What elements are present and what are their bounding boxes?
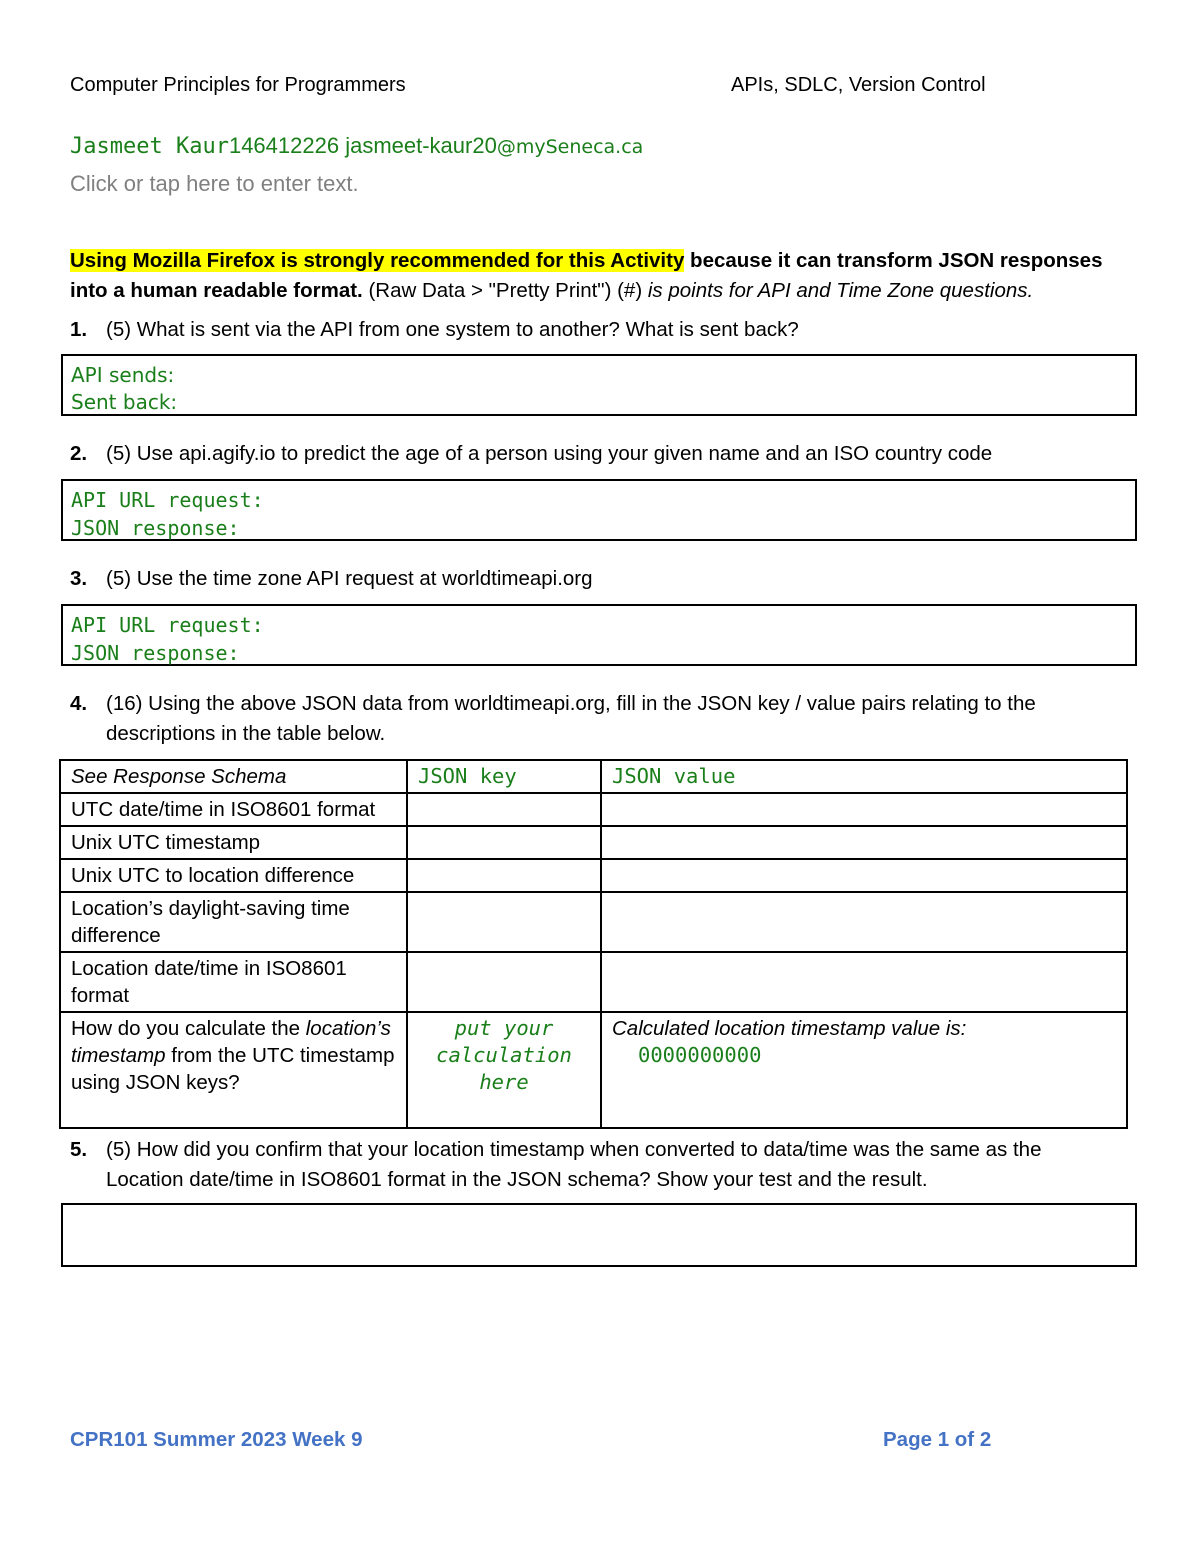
- calc-value-label: Calculated location timestamp value is:: [612, 1017, 967, 1040]
- answer-3-box[interactable]: [61, 604, 1137, 666]
- table-key-cell[interactable]: [407, 793, 601, 826]
- calc-value-cell[interactable]: [601, 1012, 1127, 1128]
- calc-value: 0000000000: [638, 1043, 762, 1067]
- question-2-text: (5) Use api.agify.io to predict the age of a person using your given name and an ISO country code: [106, 442, 993, 465]
- table-value-cell[interactable]: [601, 826, 1127, 859]
- question-5-number: 5.: [70, 1138, 88, 1161]
- table-header-value: JSON value: [601, 760, 1127, 793]
- table-value-cell[interactable]: [601, 793, 1127, 826]
- table-value-cell[interactable]: [601, 952, 1127, 1012]
- student-id: 146412226: [228, 133, 340, 158]
- question-2-number: 2.: [70, 442, 88, 465]
- table-header-key: JSON key: [407, 760, 601, 793]
- question-4-text: (16) Using the above JSON data from worldtimeapi.org, fill in the JSON key / value pairs relating to the descriptions in the table below.: [106, 692, 1036, 745]
- table-row-label: Location’s daylight-saving time difference: [60, 892, 407, 952]
- footer-course: CPR101 Summer 2023 Week 9: [70, 1428, 363, 1451]
- answer-3-line-2: JSON response:: [71, 641, 240, 665]
- question-4-number: 4.: [70, 692, 88, 715]
- table-key-cell[interactable]: [407, 859, 601, 892]
- table-header-row: [60, 760, 1127, 793]
- table-value-cell[interactable]: [601, 859, 1127, 892]
- answer-2-line-1: API URL request:: [71, 488, 264, 512]
- table-row-label: Unix UTC to location difference: [60, 859, 407, 892]
- course-title: Computer Principles for Programmers: [70, 74, 406, 96]
- table-value-cell[interactable]: [601, 892, 1127, 952]
- intro-paragraph: [70, 246, 1135, 306]
- student-email-domain: @mySeneca.ca: [496, 136, 644, 158]
- answer-3-line-1: API URL request:: [71, 613, 264, 637]
- student-name: Jasmeet Kaur: [70, 134, 229, 159]
- footer-page-number: Page 1 of 2: [883, 1428, 992, 1451]
- question-3-text: (5) Use the time zone API request at worldtimeapi.org: [106, 567, 593, 590]
- question-1-text: (5) What is sent via the API from one system to another? What is sent back?: [106, 318, 799, 341]
- student-line[interactable]: [70, 133, 643, 159]
- intro-highlight: Using Mozilla Firefox is strongly recommended for this Activity: [70, 249, 685, 272]
- answer-1-line-1: API sends:: [71, 363, 175, 387]
- question-5-text: (5) How did you confirm that your location timestamp when converted to data/time was the same as the Location date/time in ISO8601 format in the JSON schema? Show your test and the result.: [106, 1138, 1042, 1191]
- question-3-number: 3.: [70, 567, 88, 590]
- answer-2-line-2: JSON response:: [71, 516, 240, 540]
- answer-1-line-2: Sent back:: [71, 390, 178, 414]
- calc-placeholder[interactable]: put your calculation here: [407, 1012, 601, 1128]
- table-row-label: Location date/time in ISO8601 format: [60, 952, 407, 1012]
- intro-bold: because it can transform JSON responses into a human readable format.: [70, 249, 1103, 302]
- question-5: [0, 1135, 1200, 1197]
- table-key-cell[interactable]: [407, 892, 601, 952]
- calc-question: How do you calculate the location’s timestamp from the UTC timestamp using JSON keys?: [60, 1012, 407, 1128]
- table-row: [60, 859, 1127, 892]
- intro-raw: (Raw Data > "Pretty Print") (#): [362, 279, 643, 302]
- table-row: [60, 892, 1127, 952]
- student-email-user: jasmeet-kaur20: [345, 133, 497, 158]
- table-row: [60, 826, 1127, 859]
- answer-5-box[interactable]: [61, 1203, 1137, 1267]
- table-row-label: UTC date/time in ISO8601 format: [60, 793, 407, 826]
- table-row: [60, 793, 1127, 826]
- answer-2-box[interactable]: [61, 479, 1137, 541]
- intro-italic: is points for API and Time Zone questions.: [642, 279, 1034, 302]
- table-row: [60, 952, 1127, 1012]
- table-row-label: Unix UTC timestamp: [60, 826, 407, 859]
- table-key-cell[interactable]: [407, 952, 601, 1012]
- question-4: [0, 689, 1200, 751]
- table-key-cell[interactable]: [407, 826, 601, 859]
- topic-title: APIs, SDLC, Version Control: [731, 74, 986, 96]
- answer-1-box[interactable]: [61, 354, 1137, 416]
- text-placeholder[interactable]: Click or tap here to enter text.: [70, 171, 359, 196]
- json-table: [59, 759, 1128, 1129]
- table-header-schema: See Response Schema: [60, 760, 407, 793]
- table-calc-row: [60, 1012, 1127, 1128]
- question-1-number: 1.: [70, 318, 88, 341]
